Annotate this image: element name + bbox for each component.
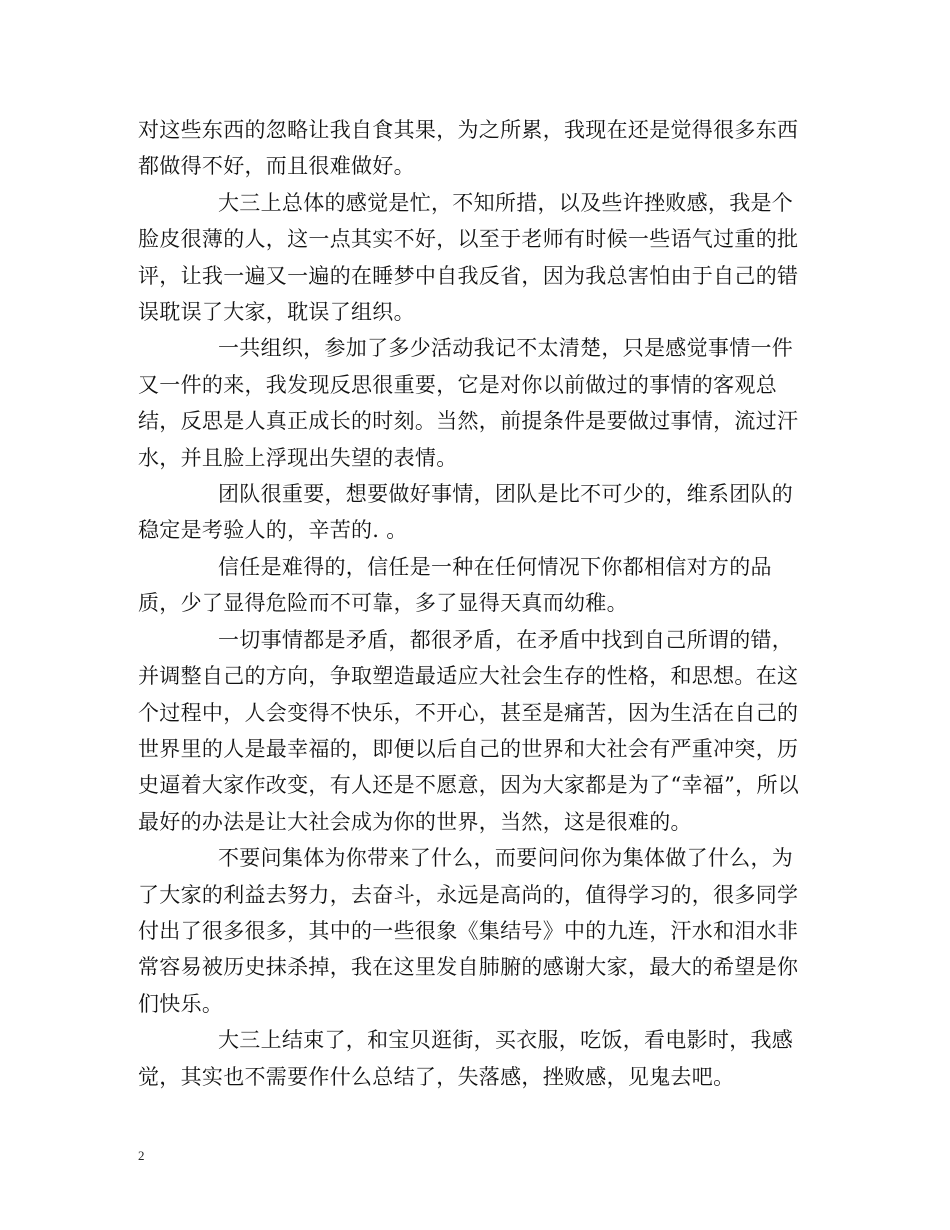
page-number: 2	[138, 1148, 145, 1163]
paragraph-3: 一共组织，参加了多少活动我记不太清楚，只是感觉事情一件又一件的来，我发现反思很重要，它是对你以前做过的事情的客观总结，反思是人真正成长的时刻。当然，前提条件是要做过事情，流过汗水，并且脸上浮现出失望的表情。	[138, 336, 799, 470]
document-body	[138, 112, 813, 1095]
paragraph-6: 一切事情都是矛盾，都很矛盾，在矛盾中找到自己所谓的错，并调整自己的方向，争取塑造最适应大社会生存的性格，和思想。在这个过程中，人会变得不快乐，不开心，甚至是痛苦，因为生活在自己的世界里的人是最幸福的，即便以后自己的世界和大社会有严重冲突，历史逼着大家作改变，有人还是不愿意，因为大家都是为了“幸福”，所以最好的办法是让大社会成为你的世界，当然，这是很难的。	[138, 627, 800, 834]
paragraph-2: 大三上总体的感觉是忙，不知所措，以及些许挫败感，我是个脸皮很薄的人，这一点其实不好，以至于老师有时候一些语气过重的批评，让我一遍又一遍的在睡梦中自我反省，因为我总害怕由于自己的错误耽误了大家，耽误了组织。	[138, 190, 799, 325]
paragraph-7: 不要问集体为你带来了什么，而要问问你为集体做了什么，为了大家的利益去努力，去奋斗，永远是高尚的，值得学习的，很多同学付出了很多很多，其中的一些很象《集结号》中的九连，汗水和泪水非常容易被历史抹杀掉，我在这里发自肺腑的感谢大家，最大的希望是你们快乐。	[138, 846, 799, 1016]
paragraph-4: 团队很重要，想要做好事情，团队是比不可少的，维系团队的稳定是考验人的，辛苦的. 。	[138, 482, 794, 543]
paragraph-8: 大三上结束了，和宝贝逛街，买衣服，吃饭，看电影时，我感觉，其实也不需要作什么总结了，失落感，挫败感，见鬼去吧。	[138, 1028, 794, 1089]
paragraph-1: 对这些东西的忽略让我自食其果，为之所累，我现在还是觉得很多东西都做得不好，而且很难做好。	[138, 118, 799, 179]
paragraph-5: 信任是难得的，信任是一种在任何情况下你都相信对方的品质，少了显得危险而不可靠，多了显得天真而幼稚。	[138, 554, 772, 616]
